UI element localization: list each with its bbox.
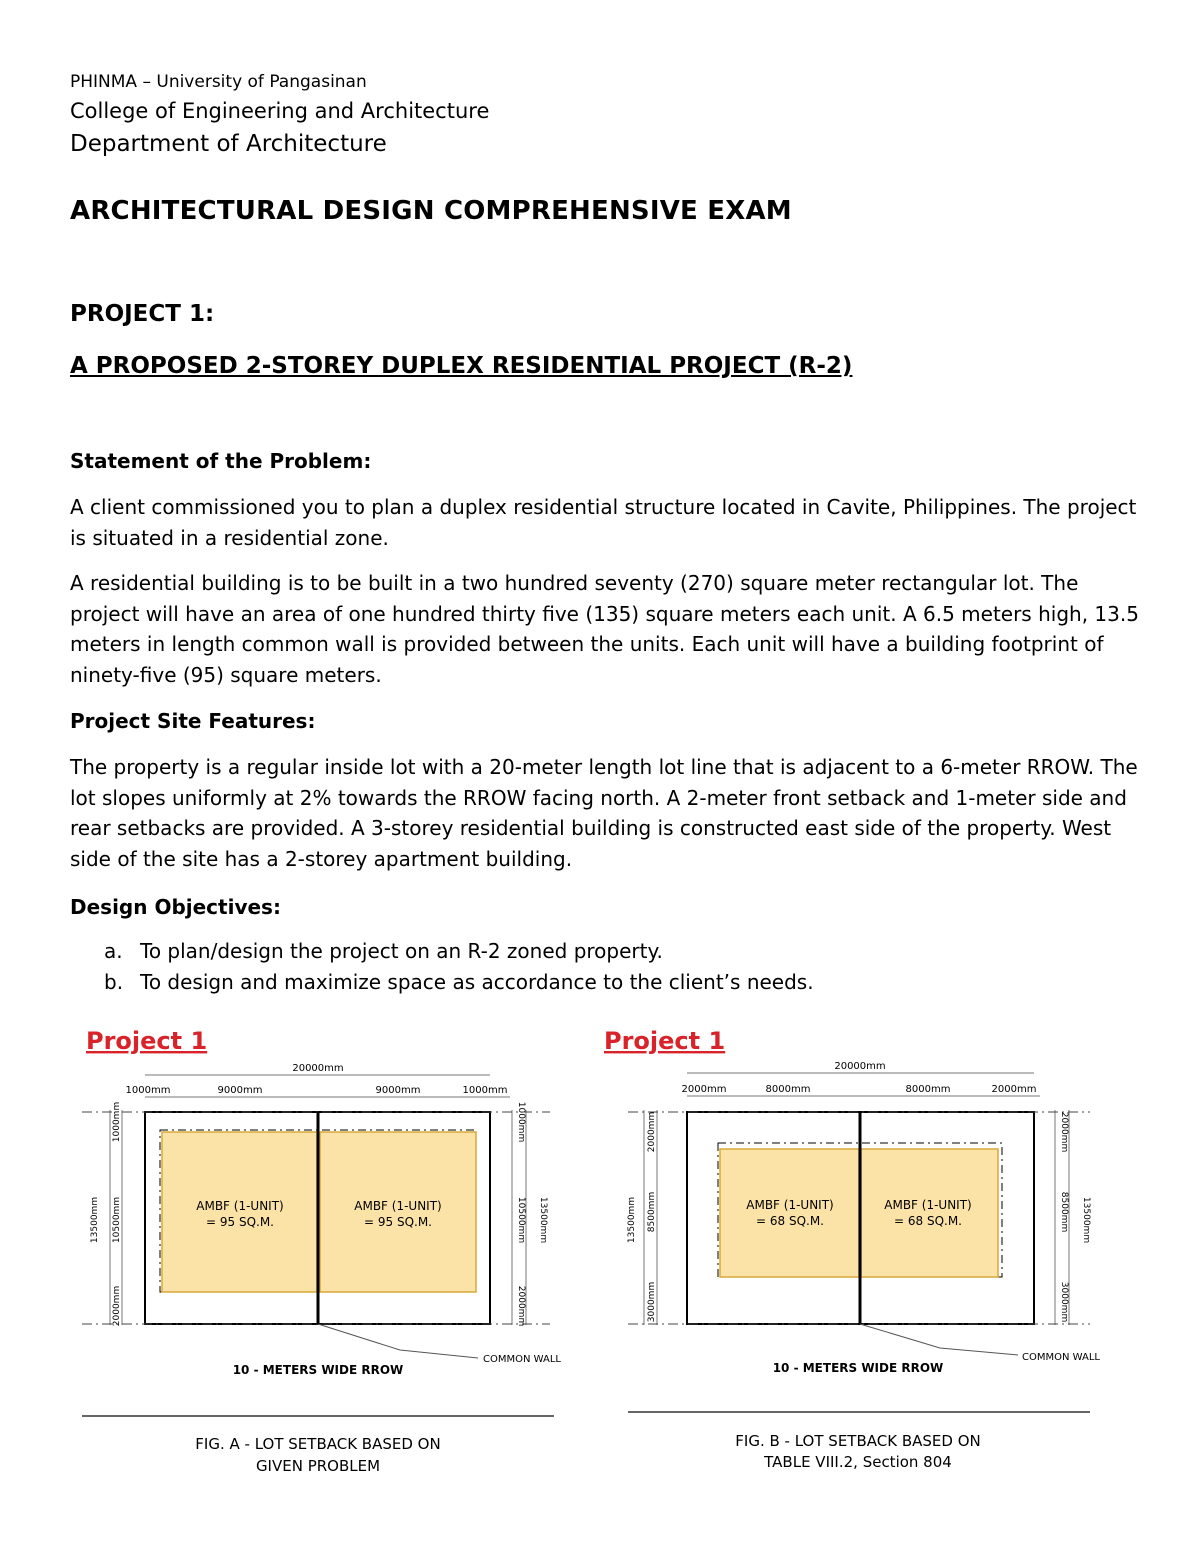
fig-a-rear-left: 1000mm [112,1101,122,1143]
exam-title: ARCHITECTURAL DESIGN COMPREHENSIVE EXAM [70,196,792,226]
fig-b-total-width: 20000mm [834,1061,886,1072]
fig-b-unit-2-footprint [861,1149,998,1277]
institution-name: PHINMA – University of Pangasinan [70,72,367,92]
project-label: PROJECT 1: [70,301,215,327]
site-features-heading: Project Site Features: [70,709,316,733]
fig-a-unit-2-area: = 95 SQ.M. [364,1215,432,1229]
figure-b [600,0,1200,1553]
fig-a-leader-line [318,1324,478,1358]
fig-a-unit-1-area: = 95 SQ.M. [206,1215,274,1229]
fig-b-road-label: 10 - METERS WIDE RROW [772,1361,944,1375]
objective-marker: b. [104,970,124,994]
fig-b-leader-line [860,1324,1018,1355]
fig-a-unit-left: 9000mm [217,1085,263,1096]
fig-a-front-right: 2000mm [516,1285,526,1327]
statement-paragraph-2: A residential building is to be built in a two hundred seventy (270) square meter rectangular lot. The project will have an area of one hundred thirty five (135) square meters each unit. A 6.5 meters high, 13.5 meters in length common wall is provided between the units. Each unit will have a building footprint of ninety-five (95) square meters. [70,571,1139,687]
statement-paragraph-1: A client commissioned you to plan a duplex residential structure located in Cavite, Philippines. The project is situated in a residential zone. [70,495,1137,550]
fig-b-unit-right: 8000mm [905,1084,951,1095]
objective-text: To plan/design the project on an R-2 zoned property. [140,939,663,963]
fig-b-unit-1-footprint [720,1149,859,1277]
project-title: A PROPOSED 2-STOREY DUPLEX RESIDENTIAL PROJECT (R-2) [70,353,853,379]
fig-b-rear-right: 2000mm [1059,1111,1069,1153]
fig-b-front-left: 3000mm [647,1281,657,1323]
fig-a-side-right: 1000mm [462,1085,508,1096]
fig-a-common-wall-label: COMMON WALL [483,1354,561,1365]
fig-b-total-depth-left: 13500mm [627,1196,637,1244]
fig-b-unit-left: 8000mm [765,1084,811,1095]
objective-text: To design and maximize space as accordance to the client’s needs. [140,970,814,994]
statement-heading: Statement of the Problem: [70,449,372,473]
fig-a-total-depth-left: 13500mm [90,1196,100,1244]
fig-b-common-wall-label: COMMON WALL [1022,1352,1100,1363]
fig-b-side-right: 2000mm [991,1084,1037,1095]
fig-b-unit-2-label: AMBF (1-UNIT) [884,1198,972,1212]
college-name: College of Engineering and Architecture [70,99,490,123]
fig-b-project-label: Project 1 [604,1027,726,1055]
fig-a-caption-line-2: GIVEN PROBLEM [255,1457,381,1475]
fig-a-unit-1-label: AMBF (1-UNIT) [196,1199,284,1213]
fig-a-total-width: 20000mm [292,1063,344,1074]
fig-a-road-label: 10 - METERS WIDE RROW [232,1363,404,1377]
site-features-paragraph: The property is a regular inside lot with a 20-meter length lot line that is adjacent to a 6-meter RROW. The lot slopes uniformly at 2% towards the RROW facing north. A 2-meter front setback and 1-meter side and rear setbacks are provided. A 3-storey residential building is constructed east side of the property. West side of the site has a 2-storey apartment building. [70,755,1138,871]
fig-b-depth-right: 8500mm [1059,1191,1069,1233]
fig-a-rear-right: 1000mm [516,1101,526,1143]
fig-a-unit-right: 9000mm [375,1085,421,1096]
fig-a-depth-right: 10500mm [516,1196,526,1244]
fig-a-front-left: 2000mm [112,1285,122,1327]
fig-b-unit-1-label: AMBF (1-UNIT) [746,1198,834,1212]
fig-b-front-right: 3000mm [1059,1281,1069,1323]
fig-b-unit-2-area: = 68 SQ.M. [894,1214,962,1228]
objective-marker: a. [104,939,123,963]
objectives-heading: Design Objectives: [70,895,281,919]
fig-a-unit-2-label: AMBF (1-UNIT) [354,1199,442,1213]
fig-a-side-left: 1000mm [125,1085,171,1096]
fig-b-unit-1-area: = 68 SQ.M. [756,1214,824,1228]
fig-b-rear-left: 2000mm [647,1111,657,1153]
fig-a-total-depth-right: 13500mm [538,1196,548,1244]
fig-b-depth-left: 8500mm [647,1191,657,1233]
fig-b-caption-line-2: TABLE VIII.2, Section 804 [764,1453,952,1471]
department-name: Department of Architecture [70,131,387,157]
fig-a-caption-line-1: FIG. A - LOT SETBACK BASED ON [195,1435,441,1453]
fig-a-depth-left: 10500mm [112,1196,122,1244]
fig-b-caption-line-1: FIG. B - LOT SETBACK BASED ON [735,1432,981,1450]
fig-a-project-label: Project 1 [86,1027,208,1055]
fig-b-total-depth-right: 13500mm [1081,1196,1091,1244]
fig-b-side-left: 2000mm [681,1084,727,1095]
